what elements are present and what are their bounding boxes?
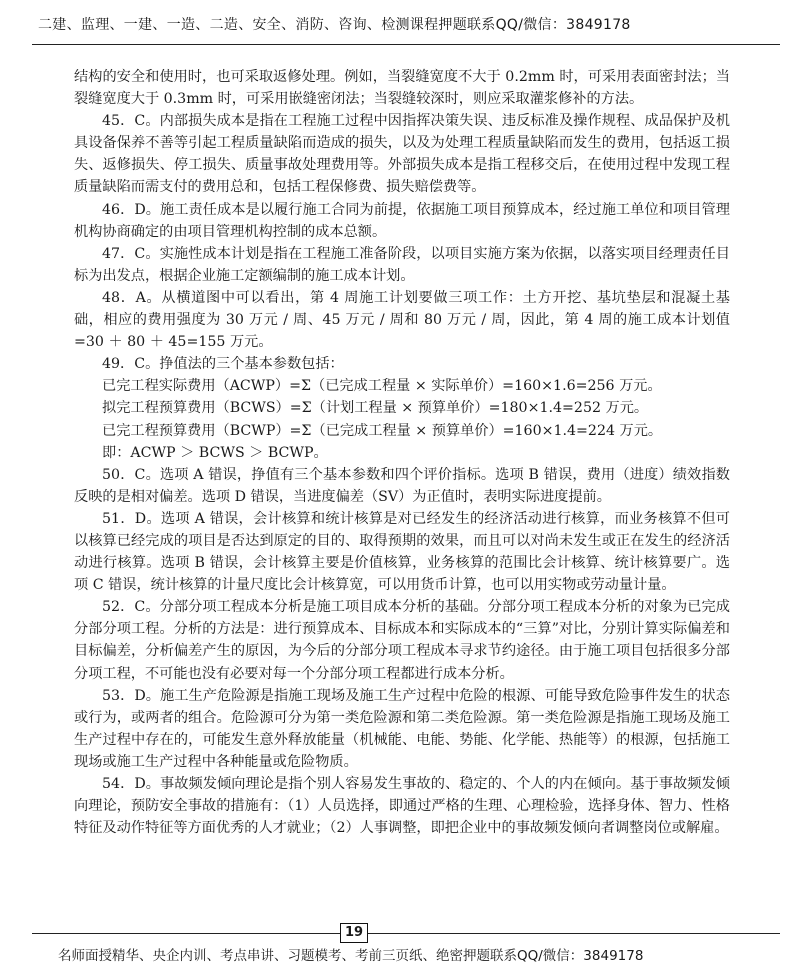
formula-line: 已完工程预算费用（BCWP）=Σ（已完成工程量 × 预算单价）=160×1.4=224 万元。	[102, 422, 663, 439]
page-footer: 名师面授精华、央企内训、考点串讲、习题模考、考前三页纸、绝密押题联系QQ/微信：3849178	[58, 948, 644, 964]
paragraph: 47．C。实施性成本计划是指在工程施工准备阶段，以项目实施方案为依据，以落实项目经理责任目标为出发点，根据企业施工定额编制的施工成本计划。	[74, 245, 730, 284]
formula-line: 拟完工程预算费用（BCWS）=Σ（计划工程量 × 预算单价）=180×1.4=252 万元。	[102, 400, 649, 417]
paragraph: 54．D。事故频发倾向理论是指个别人容易发生事故的、稳定的、个人的内在倾向。基于事故频发倾向理论，预防安全事故的措施有：（1）人员选择，即通过严格的生理、心理检验，选择身体、智力、性格特征及动作特征等方面优秀的人才就业；（2）人事调整，即把企业中的事故频发倾向者调整岗位或解雇。	[74, 776, 730, 837]
formula-line: 已完工程实际费用（ACWP）=Σ（已完成工程量 × 实际单价）=160×1.6=256 万元。	[102, 378, 662, 395]
paragraph: 53．D。施工生产危险源是指施工现场及施工生产过程中危险的根源、可能导致危险事件发生的状态或行为，或两者的组合。危险源可分为第一类危险源和第二类危险源。第一类危险源是指施工现场及施工生产过程中存在的，可能发生意外释放能量（机械能、电能、势能、化学能、热能等）的根源，包括施工现场或施工生产过程中各种能量或危险物质。	[74, 687, 730, 770]
answer-explanations	[74, 66, 730, 839]
paragraph: 45．C。内部损失成本是指在工程施工过程中因指挥决策失误、违反标准及操作规程、成品保护及机具设备保养不善等引起工程质量缺陷而造成的损失，以及为处理工程质量缺陷而发生的费用，包括返工损失、返修损失、停工损失、质量事故处理费用等。外部损失成本是指工程移交后，在使用过程中发现工程质量缺陷而需支付的费用总和，包括工程保修费、损失赔偿费等。	[74, 113, 730, 196]
formula-line: 即：ACWP ＞ BCWS ＞ BCWP。	[102, 444, 328, 461]
header-divider	[32, 44, 780, 45]
paragraph: 46．D。施工责任成本是以履行施工合同为前提，依据施工项目预算成本，经过施工单位和项目管理机构协商确定的由项目管理机构控制的成本总额。	[74, 201, 730, 240]
footer-divider	[32, 933, 780, 934]
paragraph: 52．C。分部分项工程成本分析是施工项目成本分析的基础。分部分项工程成本分析的对象为已完成分部分项工程。分析的方法是：进行预算成本、目标成本和实际成本的“三算”对比，分别计算实际偏差和目标偏差，分析偏差产生的原因，为今后的分部分项工程成本寻求节约途径。由于施工项目包括很多分部分项工程，不可能也没有必要对每一个分部分项工程都进行成本分析。	[74, 599, 730, 682]
paragraph: 49．C。挣值法的三个基本参数包括：	[102, 356, 344, 373]
page-header: 二建、监理、一建、一造、二造、安全、消防、咨询、检测课程押题联系QQ/微信：3849178	[38, 17, 631, 33]
paragraph: 48．A。从横道图中可以看出，第 4 周施工计划要做三项工作：土方开挖、基坑垫层和混凝土基础，相应的费用强度为 30 万元 / 周、45 万元 / 周和 80 万元 / 周，因此，第 4 周的施工成本计划值 =30 ＋ 80 ＋ 45=155 万元。	[74, 289, 730, 351]
page-number: 19	[340, 923, 368, 943]
paragraph: 50．C。选项 A 错误，挣值有三个基本参数和四个评价指标。选项 B 错误，费用（进度）绩效指数反映的是相对偏差。选项 D 错误，当进度偏差（SV）为正值时，表明实际进度提前。	[74, 466, 730, 505]
paragraph: 结构的安全和使用时，也可采取返修处理。例如，当裂缝宽度不大于 0.2mm 时，可采用表面密封法；当裂缝宽度大于 0.3mm 时，可采用嵌缝密闭法；当裂缝较深时，则应采取灌浆修补的方法。	[74, 69, 730, 108]
paragraph: 51．D。选项 A 错误，会计核算和统计核算是对已经发生的经济活动进行核算，而业务核算不但可以核算已经完成的项目是否达到原定的目的、取得预期的效果，而且可以对尚未发生或正在发生的经济活动进行核算。选项 B 错误，会计核算主要是价值核算，业务核算的范围比会计核算、统计核算要广。选项 C 错误，统计核算的计量尺度比会计核算宽，可以用货币计算，也可以用实物或劳动量计量。	[74, 510, 730, 594]
